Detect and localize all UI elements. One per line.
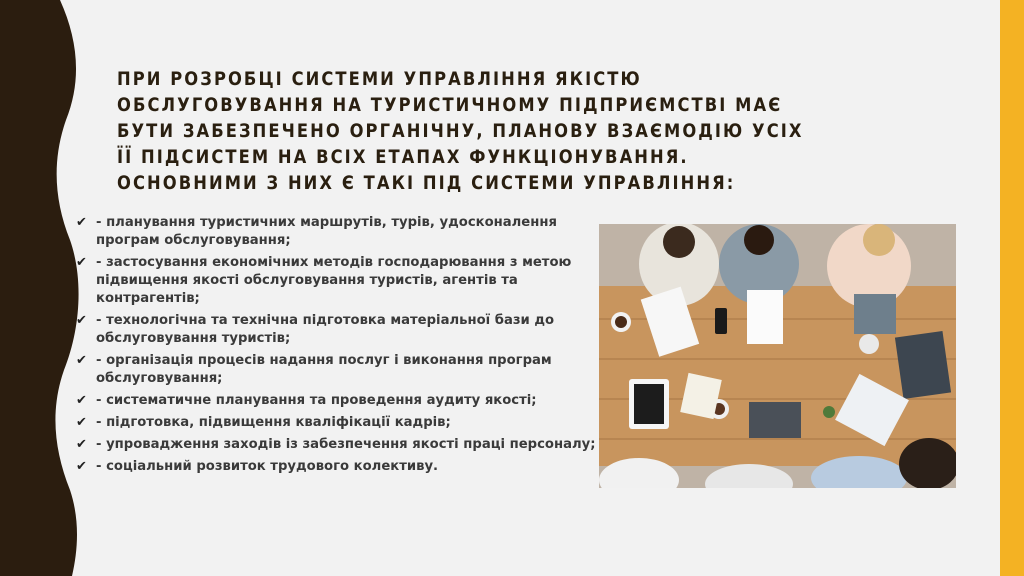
list-item-text: - організація процесів надання послуг і виконання програм обслуговування; bbox=[96, 353, 552, 386]
right-accent-band bbox=[1000, 0, 1024, 576]
list-item-text: - технологічна та технічна підготовка матеріальної бази до обслуговування туристів; bbox=[96, 313, 555, 346]
list-item-text: - соціальний розвиток трудового колективу. bbox=[96, 459, 439, 474]
checkmark-icon: ✔ bbox=[76, 353, 87, 368]
slide-title: ПРИ РОЗРОБЦІ СИСТЕМИ УПРАВЛІННЯ ЯКІСТЮ ОБСЛУГОВУВАННЯ НА ТУРИСТИЧНОМУ ПІДПРИЄМСТВІ МАЄ БУТИ ЗАБЕЗПЕЧЕНО ОРГАНІЧНУ, ПЛАНОВУ ВЗАЄМОДІЮ УСІХ ЇЇ ПІДСИСТЕМ НА ВСІХ ЕТАПАХ ФУНКЦІОНУВАННЯ. ОСНОВНИМИ З НИХ Є ТАКІ ПІД СИСТЕМИ УПРАВЛІННЯ: bbox=[117, 68, 804, 194]
checkmark-icon: ✔ bbox=[76, 437, 87, 452]
team-meeting-photo bbox=[599, 224, 956, 488]
list-item bbox=[76, 436, 596, 454]
list-item bbox=[76, 392, 596, 410]
list-item bbox=[76, 414, 596, 432]
list-item bbox=[76, 254, 596, 308]
photo-illustration bbox=[599, 224, 956, 488]
checkmark-icon: ✔ bbox=[76, 313, 87, 328]
checkmark-icon: ✔ bbox=[76, 255, 87, 270]
list-item-text: - застосування економічних методів господарювання з метою підвищення якості обслуговування туристів, агентів та контрагентів; bbox=[96, 255, 572, 306]
bullet-list bbox=[76, 214, 596, 480]
list-item bbox=[76, 352, 596, 388]
list-item-text: - упровадження заходів із забезпечення якості праці персоналу; bbox=[96, 437, 596, 452]
list-item bbox=[76, 214, 596, 250]
list-item-text: - підготовка, підвищення кваліфікації кадрів; bbox=[96, 415, 451, 430]
checkmark-icon: ✔ bbox=[76, 459, 87, 474]
left-decorative-band bbox=[0, 0, 80, 576]
checkmark-icon: ✔ bbox=[76, 415, 87, 430]
checkmark-icon: ✔ bbox=[76, 393, 87, 408]
list-item bbox=[76, 458, 596, 476]
list-item bbox=[76, 312, 596, 348]
list-item-text: - планування туристичних маршрутів, турів, удосконалення програм обслуговування; bbox=[96, 215, 557, 248]
list-item-text: - систематичне планування та проведення аудиту якості; bbox=[96, 393, 537, 408]
checkmark-icon: ✔ bbox=[76, 215, 87, 230]
